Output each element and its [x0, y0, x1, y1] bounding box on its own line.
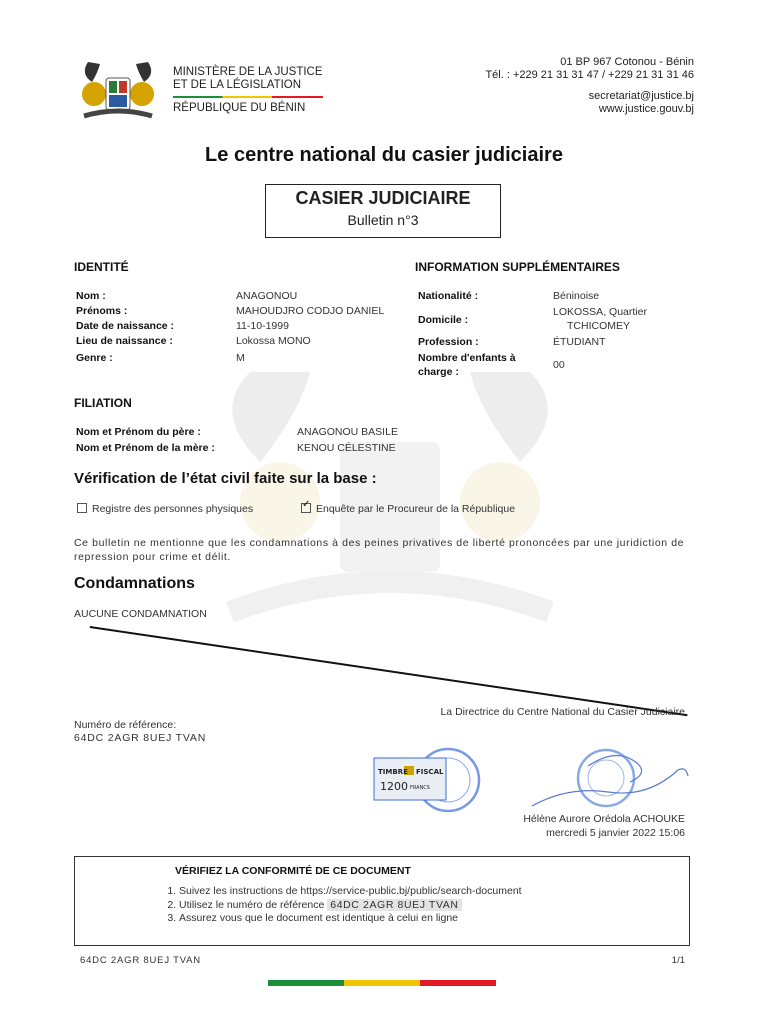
- value-pere: ANAGONOU BASILE: [297, 426, 398, 438]
- label-lieu-naissance: Lieu de naissance :: [76, 335, 173, 347]
- stamp-amount: 1200: [380, 780, 408, 793]
- verification-heading: Vérification de l’état civil faite sur la base :: [74, 470, 377, 487]
- signature-date: mercredi 5 janvier 2022 15:06: [546, 827, 685, 839]
- signer-block: [523, 812, 685, 840]
- ministry-block: [173, 66, 343, 115]
- value-genre: M: [236, 352, 245, 364]
- verify-conformity-box: [74, 856, 690, 946]
- label-profession: Profession :: [418, 336, 479, 348]
- verify-step-1: 1. Suivez les instructions de https://service-public.bj/public/search-document: [179, 885, 522, 899]
- value-domicile-2: TCHICOMEY: [567, 320, 630, 332]
- casier-title-box: [265, 184, 501, 238]
- signatory-role: La Directrice du Centre National du Casier Judiciaire: [440, 706, 685, 718]
- flag-yellow: [344, 980, 420, 986]
- value-date-naissance: 11-10-1999: [236, 320, 289, 332]
- signer-name: Hélène Aurore Orédola ACHOUKE: [523, 813, 685, 825]
- signature-seal: [528, 746, 693, 818]
- verify-step-3: 3. Assurez vous que le document est identique à celui en ligne: [179, 912, 522, 926]
- option-registre-label: Registre des personnes physiques: [92, 503, 254, 515]
- website: www.justice.gouv.bj: [598, 103, 694, 115]
- value-profession: ÉTUDIANT: [553, 336, 606, 348]
- value-prenoms: MAHOUDJRO CODJO DANIEL: [236, 305, 385, 317]
- address: 01 BP 967 Cotonou - Bénin: [560, 56, 694, 68]
- value-nationalite: Béninoise: [553, 290, 600, 302]
- verify-step-2: [179, 899, 522, 913]
- value-mere: KENOU CÉLESTINE: [297, 442, 396, 454]
- value-enfants: 00: [553, 359, 565, 371]
- label-enfants-line-2: charge :: [418, 366, 459, 378]
- email: secretariat@justice.bj: [588, 90, 694, 102]
- flag-red: [420, 980, 496, 986]
- option-enquete-label: Enquête par le Procureur de la République: [316, 503, 516, 515]
- verify-steps: [157, 885, 522, 926]
- verify-step-2-ref: 64DC 2AGR 8UEJ TVAN: [327, 899, 461, 911]
- verify-heading: VÉRIFIEZ LA CONFORMITÉ DE CE DOCUMENT: [175, 865, 411, 877]
- stamp-label-2: FISCAL: [416, 768, 444, 776]
- flag-green: [268, 980, 344, 986]
- verify-step-2-text: Utilisez le numéro de référence: [179, 898, 325, 911]
- label-prenoms: Prénoms :: [76, 305, 128, 317]
- phone: Tél. : +229 21 31 31 47 / +229 21 31 31 46: [485, 69, 694, 81]
- option-registre: [77, 503, 253, 515]
- label-genre: Genre :: [76, 352, 113, 364]
- identity-heading: IDENTITÉ: [74, 260, 129, 274]
- value-domicile-1: LOKOSSA, Quartier: [553, 306, 647, 318]
- checkbox-enquete: [301, 503, 311, 513]
- notice-text: Ce bulletin ne mentionne que les condamnations à des peines privatives de liberté prononcées par une juridiction de repression pour crime et délit.: [74, 537, 685, 563]
- reference-label: Numéro de référence:: [74, 719, 177, 731]
- value-lieu-naissance: Lokossa MONO: [236, 335, 311, 347]
- identity-labels: [76, 289, 174, 366]
- ministry-line-1: MINISTÈRE DE LA JUSTICE: [173, 66, 323, 78]
- label-mere: Nom et Prénom de la mère :: [76, 442, 215, 454]
- reference-value: 64DC 2AGR 8UEJ TVAN: [74, 732, 207, 744]
- checkbox-registre: [77, 503, 87, 513]
- condamnations-value: AUCUNE CONDAMNATION: [74, 608, 207, 620]
- contact-block: [485, 56, 694, 116]
- label-date-naissance: Date de naissance :: [76, 320, 175, 332]
- filiation-heading: FILIATION: [74, 396, 132, 410]
- ministry-line-2: ET DE LA LÉGISLATION: [173, 79, 302, 91]
- label-nom: Nom :: [76, 290, 106, 302]
- republic-label: RÉPUBLIQUE DU BÉNIN: [173, 102, 306, 114]
- label-pere: Nom et Prénom du père :: [76, 426, 201, 438]
- label-nationalite: Nationalité :: [418, 290, 479, 302]
- tricolor-divider: [173, 96, 323, 98]
- extra-info-heading: INFORMATION SUPPLÉMENTAIRES: [415, 260, 620, 274]
- stamp-currency: FRANCS: [410, 785, 430, 791]
- label-enfants: [418, 351, 516, 379]
- fiscal-stamp: [370, 744, 482, 820]
- page-title: Le centre national du casier judiciaire: [205, 144, 563, 166]
- footer-reference: 64DC 2AGR 8UEJ TVAN: [80, 955, 201, 966]
- page-number: 1/1: [671, 955, 685, 966]
- label-enfants-line-1: Nombre d'enfants à: [418, 352, 516, 364]
- casier-title: CASIER JUDICIAIRE: [295, 188, 471, 208]
- option-enquete: [301, 503, 515, 515]
- value-nom: ANAGONOU: [236, 290, 298, 302]
- stamp-label-1: TIMBRE: [378, 768, 408, 776]
- coat-of-arms-logo: [78, 58, 158, 130]
- identity-values: [236, 289, 384, 366]
- condamnations-heading: Condamnations: [74, 575, 195, 592]
- bulletin-number: Bulletin n°3: [347, 212, 419, 228]
- label-domicile: Domicile :: [418, 314, 469, 326]
- tricolor-footer-bar: [268, 980, 496, 986]
